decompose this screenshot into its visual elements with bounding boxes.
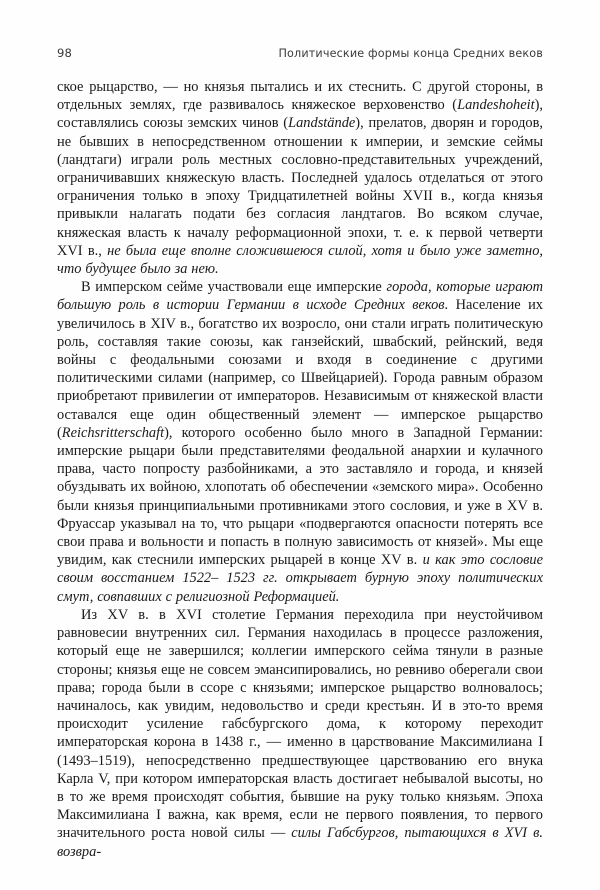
body-text: ское рыцарство, — но князья пытались и их стеснить. С другой стороны, в отдельных землях, где развивалось княжеское верховенство ( [57, 79, 543, 114]
body-text: ), прелатов, дворян и городов, не бывших в непосредственном отношении к империи, и земские сеймы (ландтаги) играли роль местных сословно-представительных учреждений, ограничивавших княжескую власть. Последней удалось отделаться от этого ограничения только в эпоху Тридцатилетней войны XVII в., когда князья привыкли налагать подати без согласия ландтагов. Во всяком случае, княжеская власть к началу реформационной эпохи, т. е. к первой четверти XVI в., [57, 115, 544, 259]
body-text: . Население их увеличилось в XIV в., богатство их возросло, они стали играть политическую роль, составляя такие союзы, как ганзейский, швабский, рейнский, ведя войны с феодальными союзами и входя в соединение с другими политическими силами (например, со Швейцарией). Города равным образом приобретают привилегии от императоров. Независимым от княжеской власти оставался еще один общественный элемент — имперское рыцарство ( [57, 297, 543, 441]
paragraph [57, 606, 543, 861]
body-text: ), которого особенно было много в Западной Германии: имперские рыцари были представителями феодальной анархии и кулачного права, часто попросту разбойниками, а это заставляло и города, и князей обуздывать их войною, хлопотать об обеспечении «земского мира». Особенно были князья принципиальными противниками этого сословия, и уже в XV в. Фруассар указывал на то, что рыцари «подвергаются опасности потерять все свои права и вольности и попасть в полную зависимость от князей». Мы еще увидим, как стеснили имперских рыцарей в конце XV в. [57, 424, 543, 569]
paragraph [57, 78, 543, 278]
running-head-title: Политические формы конца Средних веков [278, 47, 543, 60]
emphasis-text: Landstände [288, 115, 356, 132]
paragraph [57, 278, 543, 606]
emphasis-text: и как это сословие своим восстанием 1522– 1523 гг. открывает бурную эпоху политических смут, совпавших с религиозной Реформацией. [57, 552, 543, 605]
body-text: ), составлялись союзы земских чинов ( [57, 97, 543, 132]
emphasis-text: города, которые играют большую роль в истории Германии в исходе Средних веков [57, 279, 543, 314]
emphasis-text: Landeshoheit [457, 97, 535, 114]
body-text: В имперском сейме участвовали еще имперские [81, 279, 387, 296]
body-text: Из XV в. в XVI столетие Германия переходила при неустойчивом равновесии внутренних сил. Германия находилась в процессе разложения, который еще не завершился; коллегии имперского сейма тянули в разные стороны; князья еще не совсем эмансипировались, но ревниво оберегали свои права; города были в ссоре с князьями; имперское рыцарство волновалось; начиналось, как увидим, недовольство и среди крестьян. И в это-то время происходит усиление габсбургского дома, к которому переходит императорская корона в 1438 г., — именно в царствование Максимилиана I (1493–1519), непосредственно предшествующее царствованию его внука Карла V, при котором императорская власть достигает небывалой высоты, но в то же время происходят события, бывшие на руку только князьям. Эпоха Максимилиана I важна, как время, если не первого появления, то первого значительного роста новой силы — [57, 606, 543, 842]
emphasis-text: Reichsritterschaft [61, 424, 165, 441]
emphasis-text: не была еще вполне сложившеюся силой, хотя и было уже заметно, что будущее было за нею. [57, 242, 543, 278]
emphasis-text: силы Габсбургов, пытающихся в XVI в. возвра- [57, 825, 543, 860]
page-number: 98 [57, 46, 73, 60]
running-head [57, 46, 543, 60]
body-text-block [57, 78, 543, 861]
